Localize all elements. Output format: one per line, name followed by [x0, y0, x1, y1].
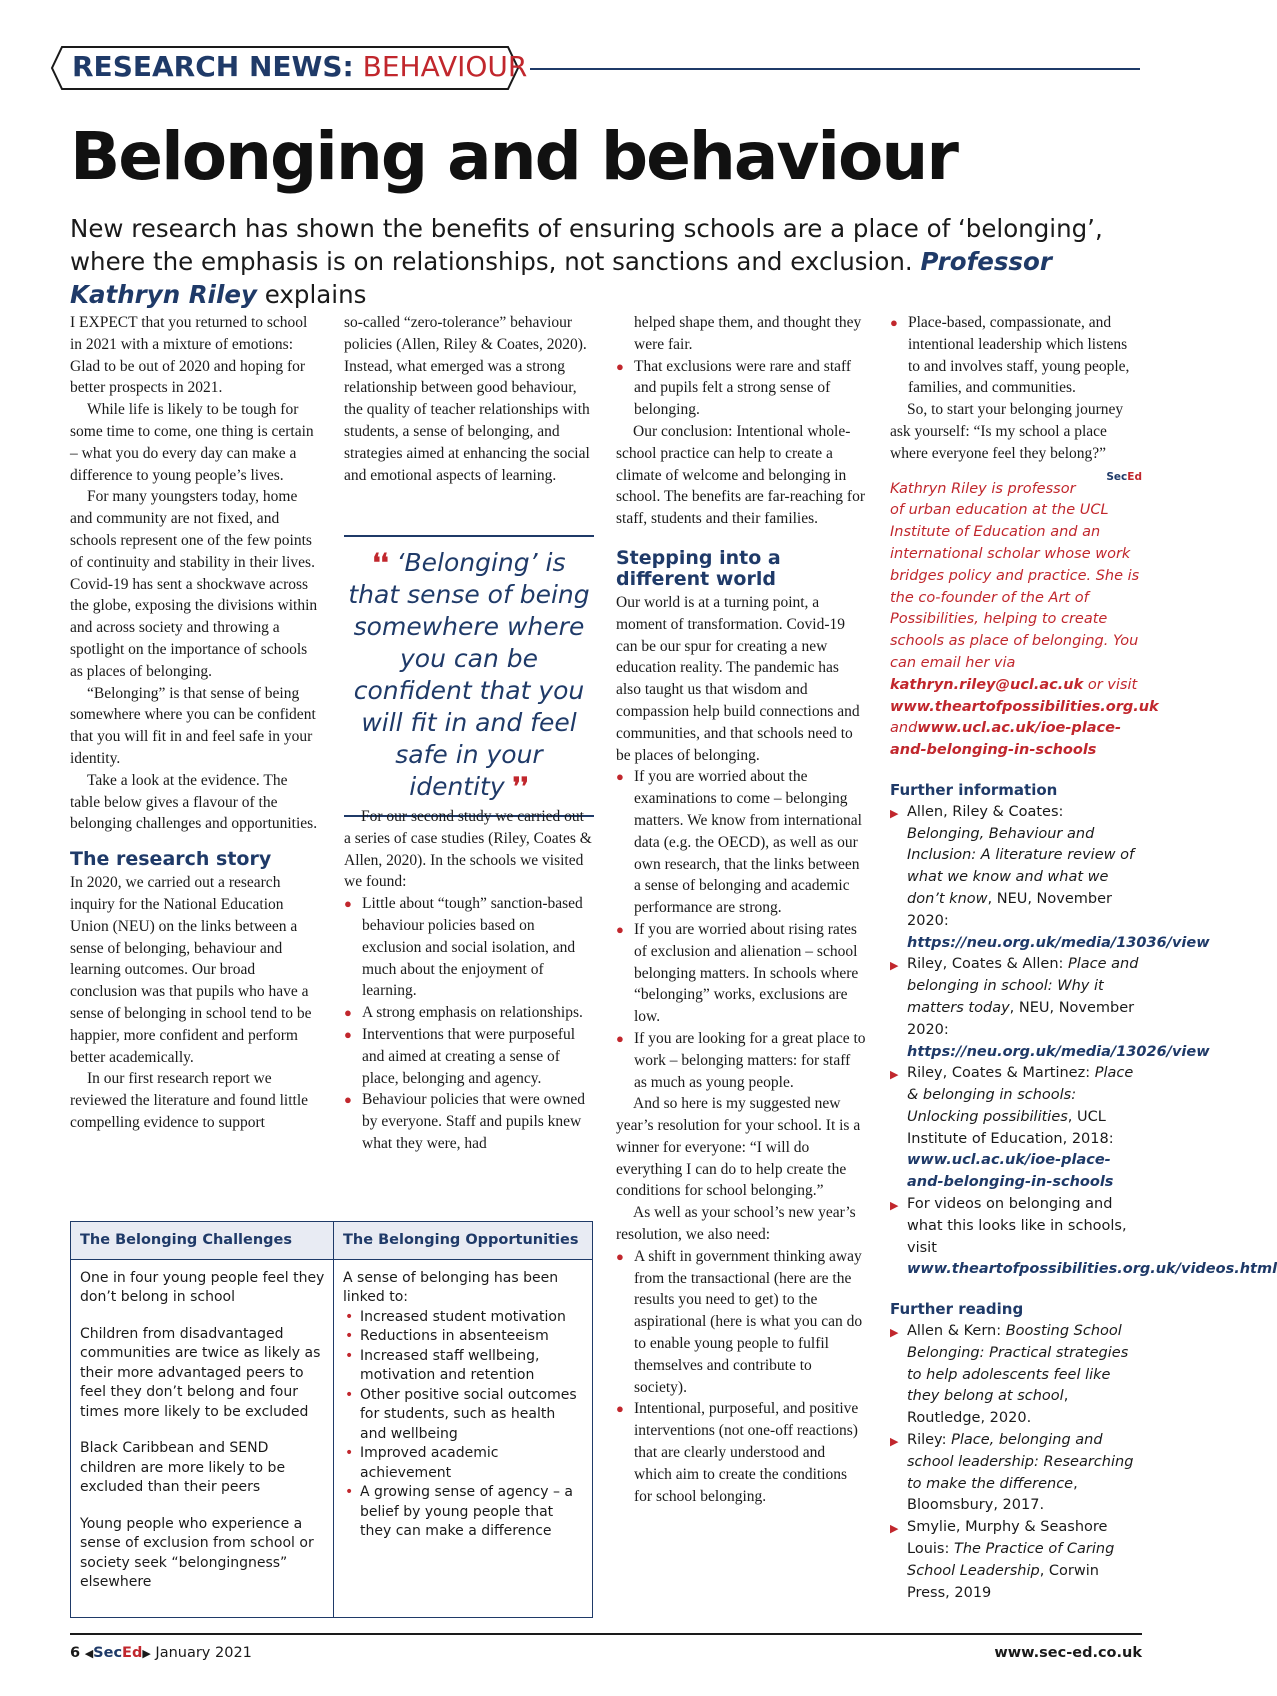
list-item: ● Place-based, compassionate, and intentional leadership which listens to and involves staff, young people, families, and communities.	[890, 312, 1142, 399]
pull-quote-text: ‘Belonging’ is that sense of being somewhere where you can be confident that you will fit in and feel safe in your identity	[348, 548, 590, 801]
body-paragraph: Take a look at the evidence. The table below gives a flavour of the belonging challenges and opportunities.	[70, 771, 318, 833]
brand-ed: Ed	[122, 1645, 143, 1661]
reference-link[interactable]: https://neu.org.uk/media/13026/view	[907, 1043, 1210, 1060]
reference-link[interactable]: www.theartofpossibilities.org.uk/videos.html	[907, 1261, 1277, 1278]
byline-suffix: explains	[264, 280, 367, 309]
body-paragraph: Our world is at a turning point, a moment of transformation. Covid-19 can be our spur for creating a new education reality. The pandemic has also taught us that wisdom and compassion help build connections and communities, and that schools need to be places of belonging.	[616, 593, 860, 764]
body-paragraph: so-called “zero-tolerance” behaviour policies (Allen, Riley & Coates, 2020). Instead, what emerged was a strong relationship between good behaviour, the quality of teacher relationships with students, a sense of belonging, and strategies aimed at enhancing the social and emotional aspects of learning.	[344, 314, 590, 484]
opportunities-list	[343, 1308, 584, 1542]
reference-link[interactable]: www.ucl.ac.uk/ioe-place-and-belonging-in-schools	[907, 1152, 1114, 1191]
list-item: • A growing sense of agency – a belief by young people that they can make a difference	[343, 1483, 584, 1542]
column-4	[890, 312, 1277, 1604]
list-item: ● That exclusions were rare and staff and pupils felt a strong sense of belonging.	[616, 356, 866, 421]
further-reading-list	[890, 1321, 1142, 1604]
bio-text: Kathryn Riley is professor of urban education at the UCL Institute of Education and an international scholar whose work bridges policy and practice. She is the co-founder of the Art of Possibilities, helping to create schools as place of belonging. You can email her via	[890, 480, 1140, 671]
reference-item: ▶ Smylie, Murphy & Seashore Louis: The Practice of Caring School Leadership, Corwin Press, 2019	[890, 1517, 1142, 1604]
pull-quote	[344, 535, 594, 817]
bio-site-link[interactable]: www.theartofpossibilities.org.uk	[890, 698, 1159, 715]
open-quote-icon: ❛❛	[372, 548, 389, 577]
list-item: • Increased staff wellbeing, motivation and retention	[343, 1347, 584, 1386]
subhead-research-story: The research story	[70, 848, 272, 871]
table-cell: Young people who experience a sense of exclusion from school or society seek “belongingness” elsewhere	[80, 1515, 314, 1590]
body-paragraph: Our conclusion: Intentional whole-school practice can help to create a climate of welcome and belonging in school. The benefits are far-reaching for staff, students and their families.	[616, 422, 866, 528]
body-paragraph: While life is likely to be tough for some time to come, one thing is certain – what you do every day can make a difference to young people’s lives.	[70, 401, 314, 484]
kicker-section: BEHAVIOUR	[362, 50, 528, 83]
needs-list-cont	[890, 312, 1142, 399]
list-item: ● Interventions that were purposeful and aimed at creating a sense of place, belonging and agency.	[344, 1024, 592, 1089]
bio-or: or visit	[1087, 676, 1138, 693]
needs-list	[616, 1246, 866, 1508]
body-paragraph: “Belonging” is that sense of being somewhere where you can be confident that you will fit in and feel safe in your identity.	[70, 684, 316, 767]
list-item: ● A strong emphasis on relationships.	[344, 1002, 592, 1024]
kicker-rule	[530, 68, 1140, 70]
footer-folio	[70, 1645, 252, 1661]
bio-email-link[interactable]: kathryn.riley@ucl.ac.uk	[890, 676, 1084, 693]
opportunities-body	[334, 1260, 592, 1550]
byline: Professor Kathryn Riley	[70, 247, 1052, 309]
closing-text: So, to start your belonging journey ask yourself: “Is my school a place where everyone feel they belong?”	[890, 401, 1124, 462]
list-continuation: helped shape them, and thought they were fair.	[634, 314, 862, 353]
end-mark-logo: SecEd	[1106, 470, 1142, 483]
kicker-label: RESEARCH NEWS:	[72, 50, 354, 83]
table-cell: Black Caribbean and SEND children are more likely to be excluded than their peers	[80, 1440, 286, 1495]
table-header-opportunities: The Belonging Opportunities	[334, 1222, 592, 1260]
body-paragraph: In 2020, we carried out a research inquiry for the National Education Union (NEU) on the links between a sense of belonging, behaviour and learning outcomes. Our broad conclusion was that pupils who have a sense of belonging in school tend to be happier, more confident and perform better academically.	[70, 874, 312, 1066]
list-item: • Other positive social outcomes for students, such as health and wellbeing	[343, 1386, 584, 1445]
reference-item: ▶ Riley, Coates & Allen: Place and belonging in school: Why it matters today, NEU, November 2020: https://neu.org.uk/media/13026/view	[890, 954, 1142, 1063]
website-link[interactable]: www.sec-ed.co.uk	[994, 1645, 1142, 1661]
challenges-body	[71, 1260, 333, 1618]
table-cell: One in four young people feel they don’t belong in school	[80, 1269, 325, 1305]
section-kicker	[50, 45, 1140, 95]
footer-rule	[70, 1633, 1142, 1635]
reference-link[interactable]: https://neu.org.uk/media/13036/view	[907, 934, 1210, 951]
reasons-list	[616, 766, 866, 1093]
body-paragraph: As well as your school’s new year’s resolution, we also need:	[616, 1204, 856, 1244]
list-item: ● If you are looking for a great place to work – belonging matters: for staff as much as young people.	[616, 1028, 866, 1093]
standfirst	[70, 212, 1150, 311]
column-3	[616, 312, 866, 1507]
column-1	[70, 312, 318, 1134]
brand-sec: Sec	[93, 1645, 123, 1661]
body-paragraph: I EXPECT that you returned to school in 2021 with a mixture of emotions: Glad to be out of 2020 and hoping for better prospects in 2021.	[70, 314, 308, 397]
opportunities-column	[333, 1222, 592, 1617]
reference-item: ▶ For videos on belonging and what this looks like in schools, visit www.theartofpossibilities.org.uk/videos.html	[890, 1194, 1142, 1281]
belonging-table	[70, 1221, 593, 1618]
list-item: ● A shift in government thinking away from the transactional (here are the results you need to get) to the aspirational (here is what you can do to enable young people to fulfil themselves and contribute to society).	[616, 1246, 866, 1399]
body-paragraph: And so here is my suggested new year’s resolution for your school. It is a winner for everyone: “I will do everything I can do to help create the conditions for school belonging.”	[616, 1095, 861, 1200]
further-reading-heading: Further reading	[890, 1300, 1024, 1319]
body-paragraph: For our second study we carried out a series of case studies (Riley, Coates & Allen, 2020). In the schools we visited we found:	[344, 808, 592, 891]
list-item: • Increased student motivation	[343, 1308, 584, 1328]
column-2	[344, 312, 592, 486]
left-arrow-icon: ◀	[84, 1647, 94, 1660]
standfirst-text: New research has shown the benefits of ensuring schools are a place of ‘belonging’, where the emphasis is on relationships, not sanctions and exclusion.	[70, 214, 1103, 276]
issue-date: January 2021	[155, 1645, 252, 1661]
column-2-lower	[344, 806, 592, 1155]
list-item: ● Behaviour policies that were owned by everyone. Staff and pupils knew what they were, had	[344, 1089, 592, 1154]
table-cell: A sense of belonging has been linked to:	[343, 1269, 559, 1305]
right-arrow-icon: ▶	[142, 1647, 151, 1660]
reference-item: ▶ Riley, Coates & Martinez: Place & belonging in schools: Unlocking possibilities, UCL Institute of Education, 2018: www.ucl.ac.uk/ioe-place-and-belonging-in-schools	[890, 1063, 1142, 1194]
table-header-challenges: The Belonging Challenges	[71, 1222, 333, 1260]
body-paragraph	[890, 399, 1142, 483]
bio-site2-link[interactable]: www.ucl.ac.uk/ioe-place-and-belonging-in-schools	[890, 720, 1121, 759]
list-item: • Improved academic achievement	[343, 1444, 584, 1483]
close-quote-icon: ❜❜	[512, 772, 529, 801]
further-info-heading: Further information	[890, 780, 1058, 799]
list-item: ● If you are worried about rising rates of exclusion and alienation – school belonging matters. In schools where “belonging” works, exclusions are low.	[616, 919, 866, 1028]
findings-list-cont	[616, 356, 866, 421]
subhead-stepping: Stepping into a different world	[616, 546, 781, 590]
body-paragraph: In our first research report we reviewed the literature and found little compelling evidence to support	[70, 1070, 309, 1131]
list-item: • Reductions in absenteeism	[343, 1327, 584, 1347]
reference-item: ▶ Riley: Place, belonging and school leadership: Researching to make the difference, Bloomsbury, 2017.	[890, 1430, 1142, 1517]
reference-item: ▶ Allen, Riley & Coates: Belonging, Behaviour and Inclusion: A literature review of what we know and what we don’t know, NEU, November 2020: https://neu.org.uk/media/13036/view	[890, 802, 1142, 955]
page-number: 6	[70, 1645, 81, 1661]
findings-list	[344, 893, 592, 1155]
bio-and: and	[890, 720, 918, 737]
list-item: ● If you are worried about the examinations to come – belonging matters. We know from international data (e.g. the OECD), as well as our own research, that the links between a sense of belonging and academic performance are strong.	[616, 766, 866, 919]
table-cell: Children from disadvantaged communities are twice as likely as their more advantaged peers to feel they don’t belong and four times more likely to be excluded	[80, 1325, 321, 1420]
list-item: ● Intentional, purposeful, and positive interventions (not one-off reactions) that are clearly understood and which aim to create the conditions for school belonging.	[616, 1398, 866, 1507]
body-paragraph: For many youngsters today, home and community are not fixed, and schools represent one of the few points of continuity and stability in their lives. Covid-19 has sent a shockwave across the globe, exposing the divisions within and across society and throwing a spotlight on the importance of schools as places of belonging.	[70, 488, 318, 680]
article-headline: Belonging and behaviour	[70, 118, 957, 195]
list-item: ● Little about “tough” sanction-based behaviour policies based on exclusion and social isolation, and much about the enjoyment of learning.	[344, 893, 592, 1002]
further-info-list	[890, 802, 1277, 1282]
reference-item: ▶ Allen & Kern: Boosting School Belonging: Practical strategies to help adolescents feel like they belong at school, Routledge, 2020.	[890, 1321, 1142, 1430]
author-bio	[890, 479, 1159, 762]
kicker-text	[72, 50, 527, 83]
challenges-column	[71, 1222, 333, 1617]
